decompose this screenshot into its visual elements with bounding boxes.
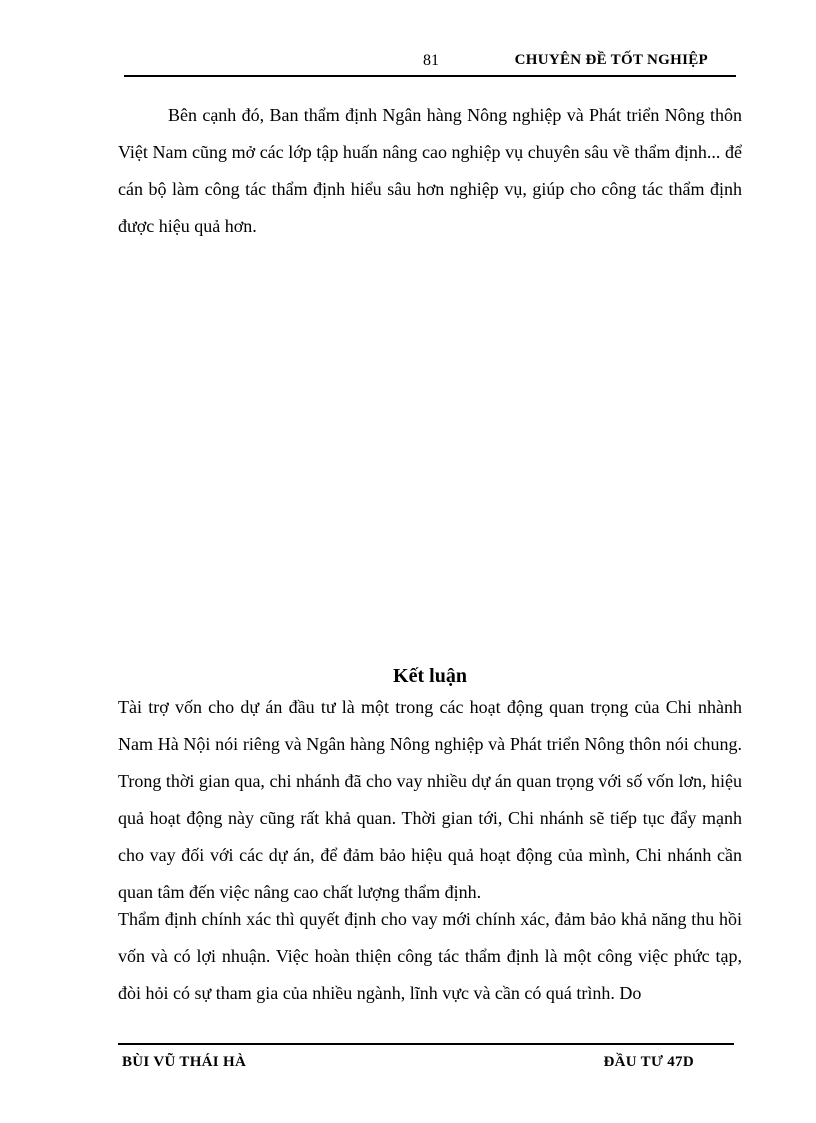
paragraph-3: Thẩm định chính xác thì quyết định cho vay mới chính xác, đảm bảo khả năng thu hồi vốn và có lợi nhuận. Việc hoàn thiện công tác thẩm định là một công việc phức tạp, đòi hỏi có sự tham gia của nhiều ngành, lĩnh vực và cần có quá trình. Do [118,909,742,1003]
footer-author: BÙI VŨ THÁI HÀ [122,1054,247,1070]
page-number: 81 [423,52,439,69]
footer-rule [118,1043,734,1045]
page-header [124,50,734,74]
paragraph-2: Tài trợ vốn cho dự án đầu tư là một trong các hoạt động quan trọng của Chi nhành Nam Hà Nội nói riêng và Ngân hàng Nông nghiệp và Phát triển Nông thôn nói chung. Trong thời gian qua, chi nhánh đã cho vay nhiều dự án quan trọng với số vốn lơn, hiệu quả hoạt động này cũng rất khả quan. Thời gian tới, Chi nhánh sẽ tiếp tục đẩy mạnh cho vay đối với các dự án, để đảm bảo hiệu quả hoạt động của mình, Chi nhánh cần quan tâm đến việc nâng cao chất lượng thẩm định. [118,697,742,902]
paragraph-1: Bên cạnh đó, Ban thẩm định Ngân hàng Nông nghiệp và Phát triển Nông thôn Việt Nam cũng mở các lớp tập huấn nâng cao nghiệp vụ chuyên sâu về thẩm định... để cán bộ làm công tác thẩm định hiểu sâu hơn nghiệp vụ, giúp cho công tác thẩm định được hiệu quả hơn. [118,105,742,236]
header-rule [124,75,736,77]
section-heading: Kết luận [393,665,467,687]
footer-class: ĐẦU TƯ 47D [603,1054,694,1070]
header-title: CHUYÊN ĐỀ TỐT NGHIỆP [514,52,708,68]
